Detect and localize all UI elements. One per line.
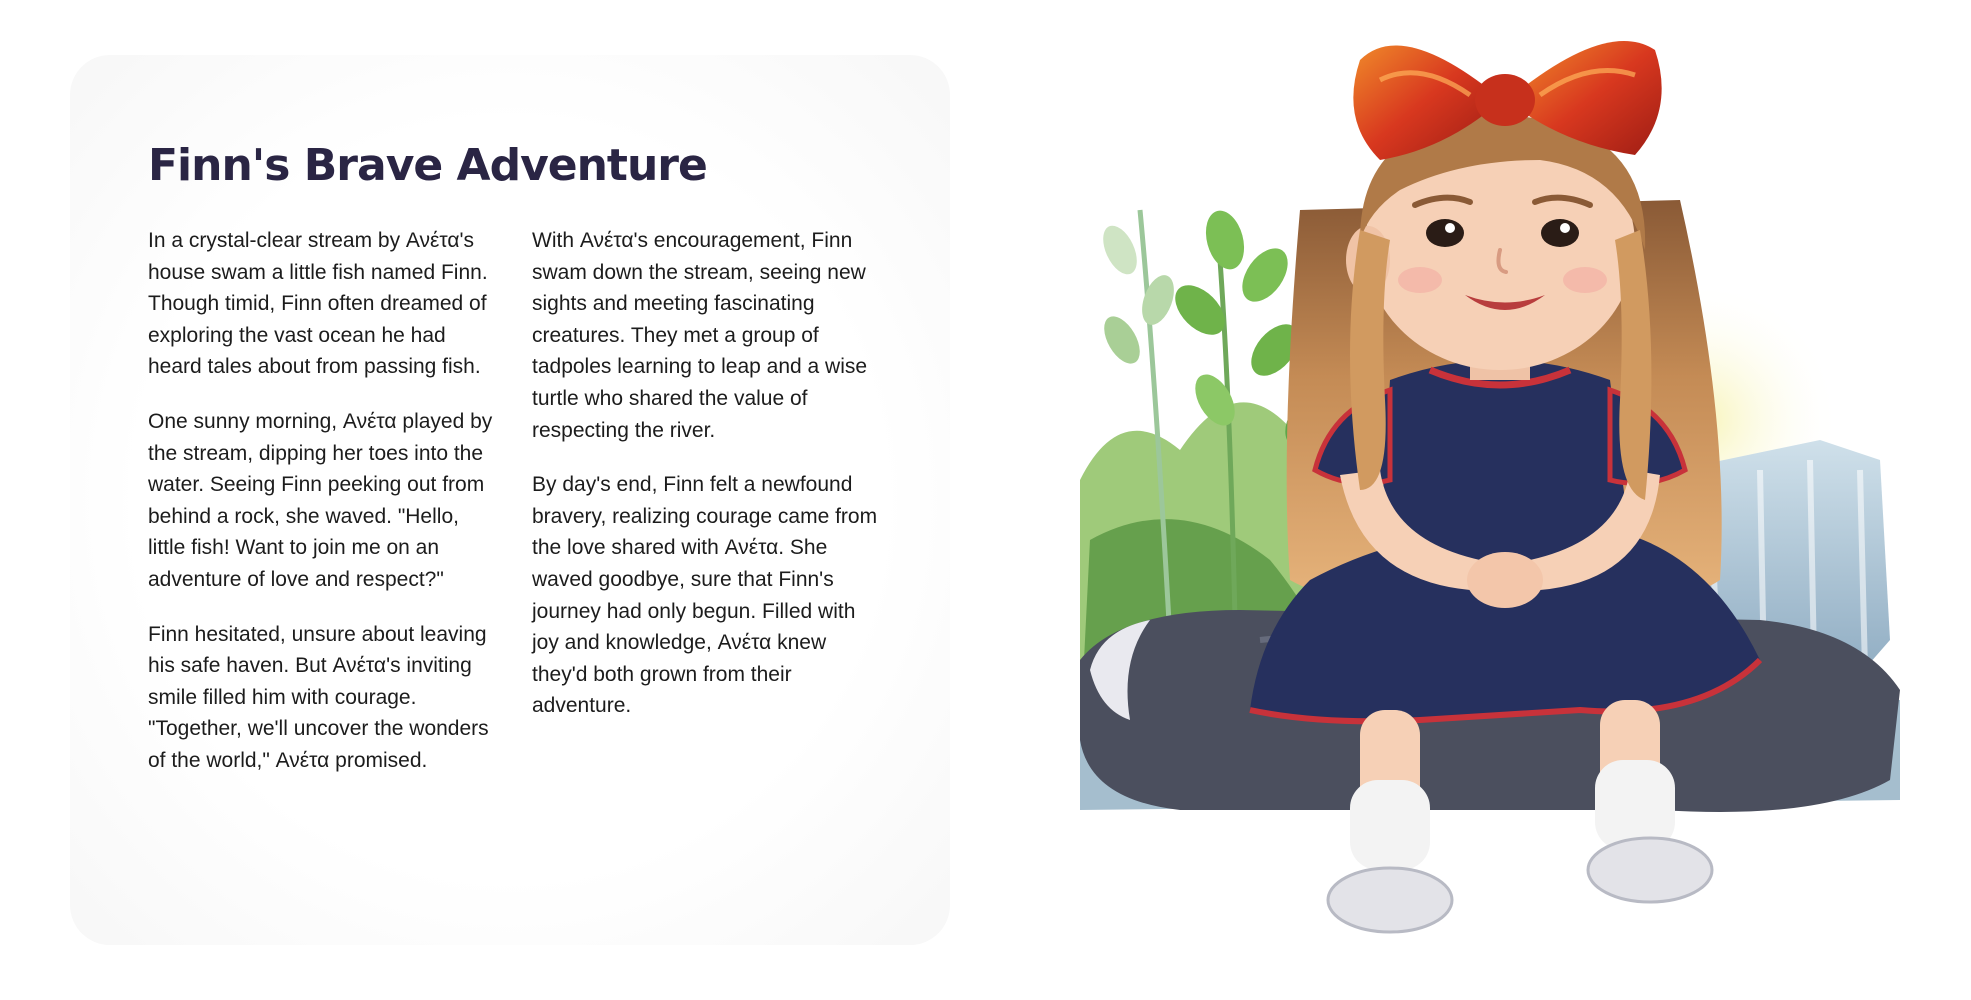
- shoe-right: [1588, 838, 1712, 902]
- story-paragraph: By day's end, Finn felt a newfound bravery, realizing courage came from the love shared with Ανέτα. She waved goodbye, sure that Finn's journey had only begun. Filled with joy and knowledge, Ανέτα knew they'd both grown from their adventure.: [532, 473, 878, 718]
- story-paragraph: Finn hesitated, unsure about leaving his safe haven. But Ανέτα's inviting smile filled him with courage. "Together, we'll uncover the wonders of the world," Ανέτα promised.: [148, 622, 489, 772]
- hands: [1467, 552, 1543, 608]
- story-title: Finn's Brave Adventure: [148, 140, 707, 191]
- girl-illustration: [1060, 20, 1940, 980]
- sock-left: [1350, 780, 1430, 870]
- text-column-left: [148, 225, 498, 800]
- story-paragraph: With Ανέτα's encouragement, Finn swam down the stream, seeing new sights and meeting fascinating creatures. They met a group of tadpoles learning to leap and a wise turtle who shared the value of respecting the river.: [532, 229, 868, 442]
- eye-left: [1426, 219, 1464, 247]
- story-paragraph: One sunny morning, Ανέτα played by the stream, dipping her toes into the water. Seeing Finn peeking out from behind a rock, she waved. "Hello, little fish! Want to join me on an adventure of love and respect?": [148, 409, 493, 591]
- story-paragraph: In a crystal-clear stream by Ανέτα's house swam a little fish named Finn. Though timid, Finn often dreamed of exploring the vast ocean he had heard tales about from passing fish.: [148, 229, 488, 379]
- shoe-left: [1328, 868, 1452, 932]
- eye-right: [1541, 219, 1579, 247]
- text-column-right: [532, 225, 882, 745]
- sock-right: [1595, 760, 1675, 850]
